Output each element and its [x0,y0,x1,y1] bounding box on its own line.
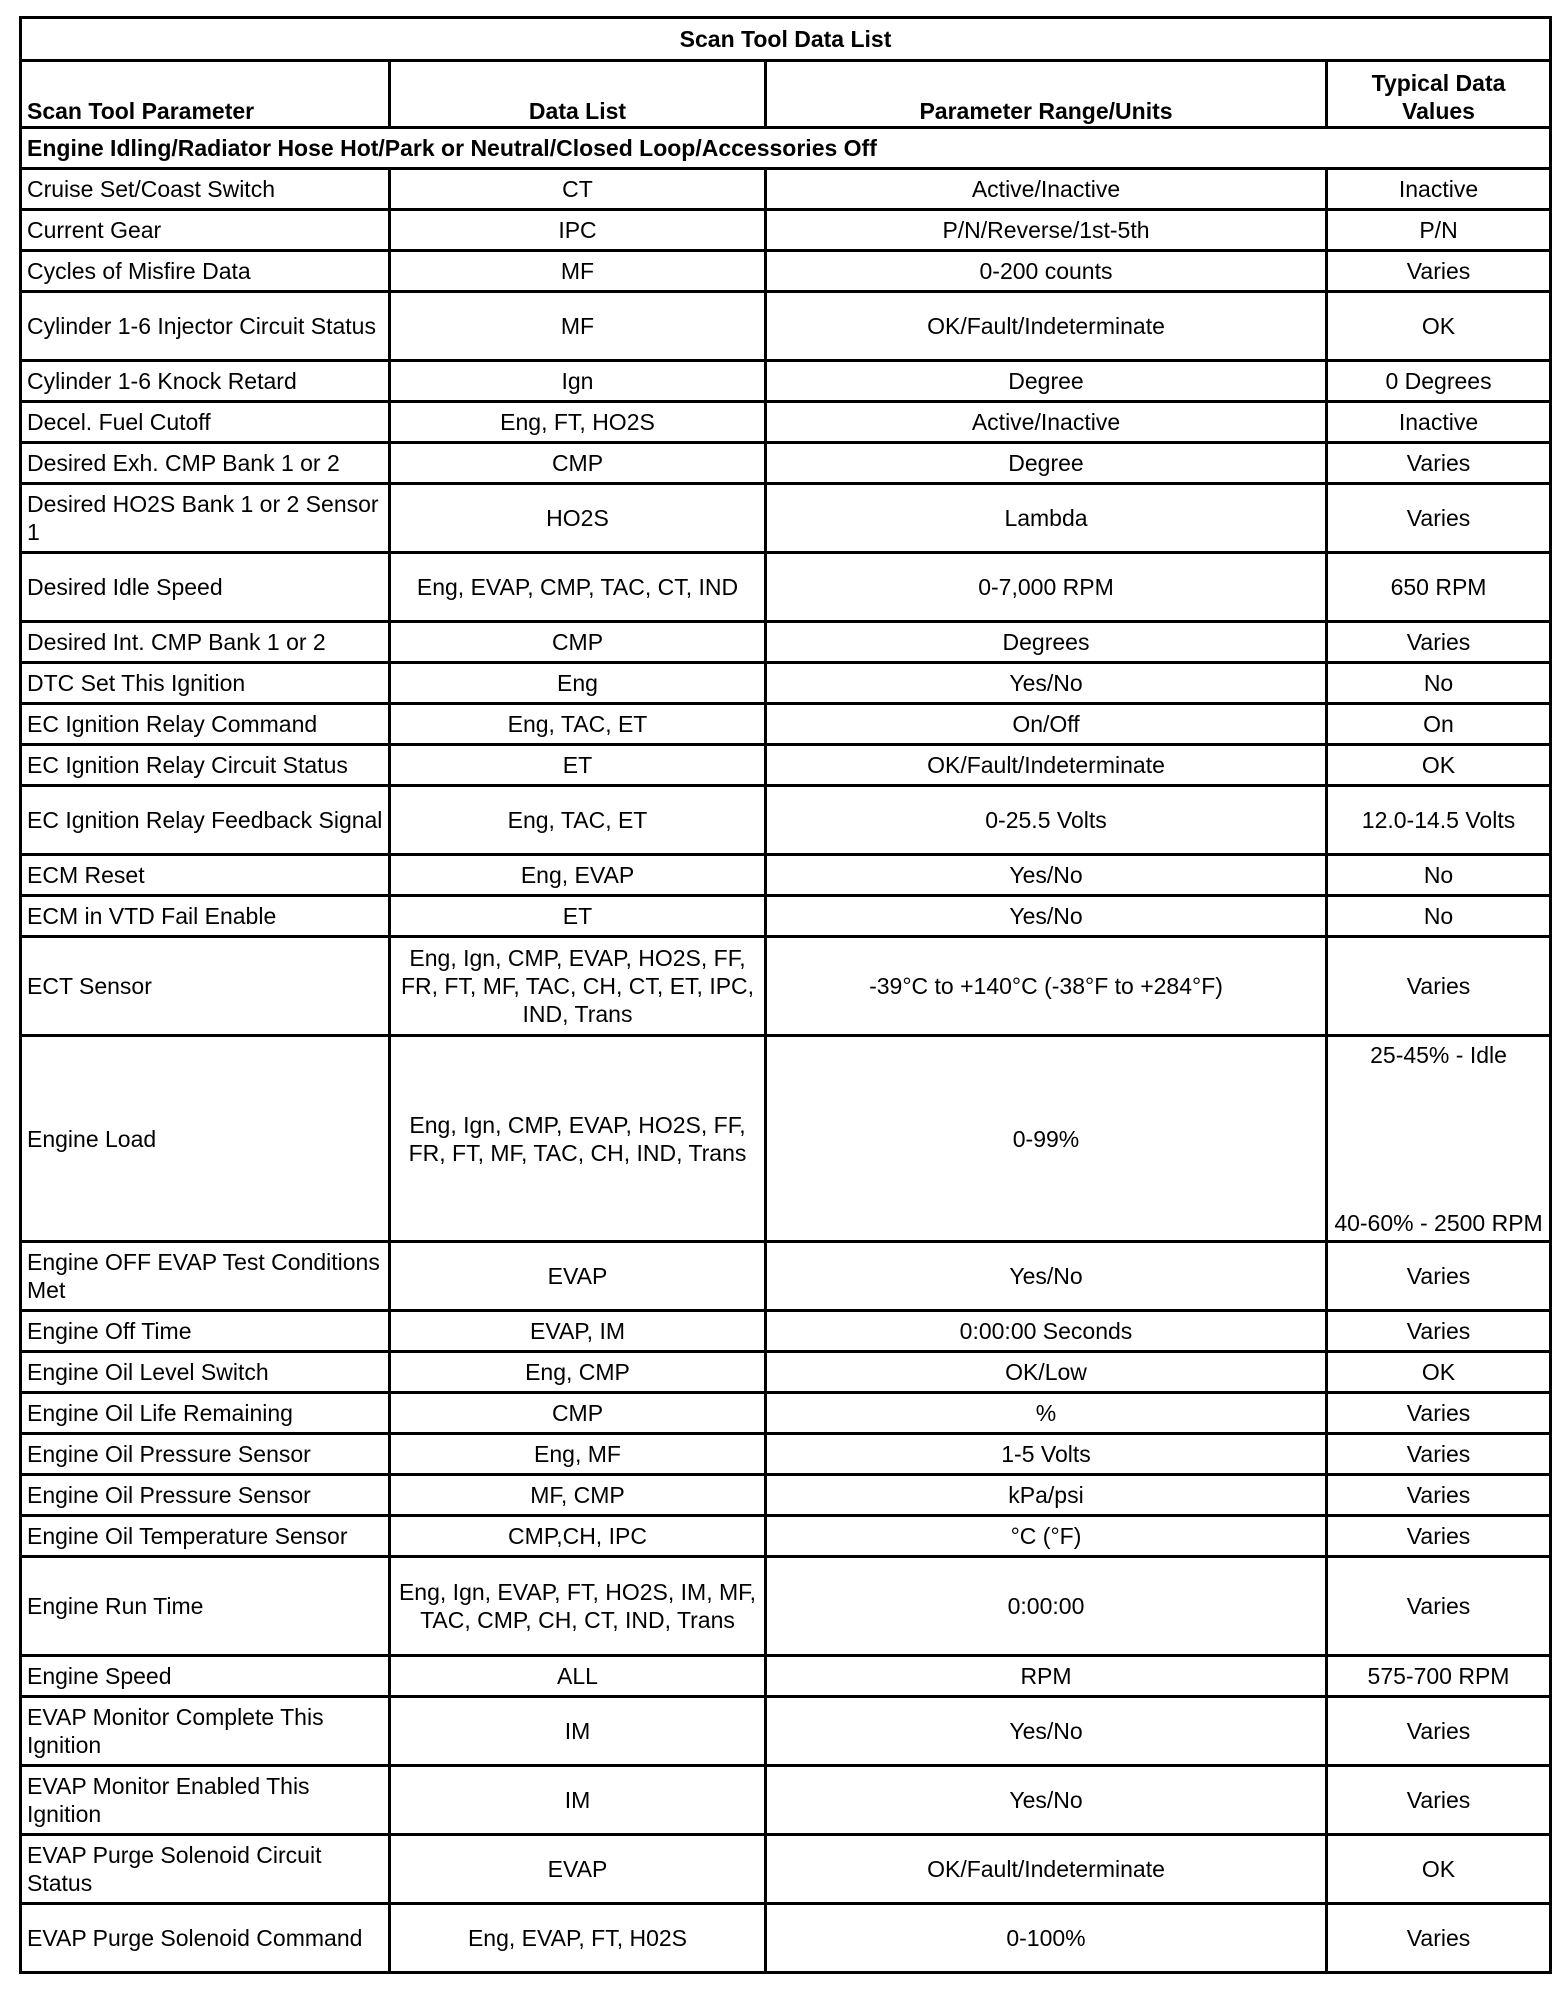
table-row [21,704,1551,745]
range-cell: 0:00:00 [766,1557,1327,1656]
parameter-cell: Engine OFF EVAP Test Conditions Met [21,1242,390,1311]
typical-cell: Varies [1327,1311,1551,1352]
header-typical-values: Typical Data Values [1327,61,1551,128]
table-row [21,169,1551,210]
parameter-cell: Engine Oil Pressure Sensor [21,1475,390,1516]
parameter-cell: EC Ignition Relay Command [21,704,390,745]
range-cell: Active/Inactive [766,402,1327,443]
typical-cell: 0 Degrees [1327,361,1551,402]
range-cell: kPa/psi [766,1475,1327,1516]
range-cell: RPM [766,1656,1327,1697]
data-list-cell: IPC [390,210,766,251]
typical-cell: Varies [1327,443,1551,484]
data-list-cell: Eng, MF [390,1434,766,1475]
table-title: Scan Tool Data List [21,18,1551,61]
range-cell: % [766,1393,1327,1434]
parameter-cell: EC Ignition Relay Circuit Status [21,745,390,786]
scan-tool-data-table [19,16,1552,1974]
header-range-units: Parameter Range/Units [766,61,1327,128]
data-list-cell: Ign [390,361,766,402]
table-row [21,1835,1551,1904]
data-list-cell: IM [390,1766,766,1835]
data-list-cell: CMP [390,443,766,484]
condition-row [21,128,1551,169]
data-list-cell: Eng, EVAP, FT, H02S [390,1904,766,1973]
parameter-cell: Decel. Fuel Cutoff [21,402,390,443]
typical-cell: Varies [1327,1904,1551,1973]
data-list-cell: Eng, EVAP, CMP, TAC, CT, IND [390,553,766,622]
typical-cell: Varies [1327,1697,1551,1766]
parameter-cell: Engine Oil Level Switch [21,1352,390,1393]
parameter-cell: EVAP Monitor Enabled This Ignition [21,1766,390,1835]
header-parameter: Scan Tool Parameter [21,61,390,128]
parameter-cell: ECM in VTD Fail Enable [21,896,390,937]
parameter-cell: EVAP Purge Solenoid Circuit Status [21,1835,390,1904]
table-row [21,1557,1551,1656]
data-list-cell: Eng [390,663,766,704]
table-row [21,251,1551,292]
data-list-cell: HO2S [390,484,766,553]
data-list-cell: ET [390,896,766,937]
typical-cell: Varies [1327,484,1551,553]
data-list-cell: MF, CMP [390,1475,766,1516]
range-cell: 0-25.5 Volts [766,786,1327,855]
operating-condition: Engine Idling/Radiator Hose Hot/Park or Neutral/Closed Loop/Accessories Off [21,128,1551,169]
typical-cell: Varies [1327,1516,1551,1557]
range-cell: Degrees [766,622,1327,663]
parameter-cell: Engine Run Time [21,1557,390,1656]
typical-cell: Inactive [1327,169,1551,210]
typical-cell: 650 RPM [1327,553,1551,622]
range-cell: 0-200 counts [766,251,1327,292]
parameter-cell: Cylinder 1-6 Injector Circuit Status [21,292,390,361]
typical-cell: OK [1327,1352,1551,1393]
range-cell: Degree [766,443,1327,484]
parameter-cell: Current Gear [21,210,390,251]
data-list-cell: CT [390,169,766,210]
data-list-cell: CMP [390,622,766,663]
parameter-cell: DTC Set This Ignition [21,663,390,704]
typical-cell: OK [1327,292,1551,361]
range-cell: Yes/No [766,1242,1327,1311]
parameter-cell: Engine Off Time [21,1311,390,1352]
parameter-cell: EVAP Purge Solenoid Command [21,1904,390,1973]
range-cell: 0-7,000 RPM [766,553,1327,622]
table-row [21,896,1551,937]
parameter-cell: ECT Sensor [21,937,390,1036]
typical-cell: Varies [1327,1766,1551,1835]
typical-cell: No [1327,663,1551,704]
range-cell: Yes/No [766,896,1327,937]
parameter-cell: Desired HO2S Bank 1 or 2 Sensor 1 [21,484,390,553]
parameter-cell: Desired Exh. CMP Bank 1 or 2 [21,443,390,484]
table-row [21,443,1551,484]
table-row [21,1516,1551,1557]
parameter-cell: Engine Oil Temperature Sensor [21,1516,390,1557]
table-row [21,1311,1551,1352]
table-row [21,855,1551,896]
data-list-cell: CMP [390,1393,766,1434]
table-row [21,1766,1551,1835]
typical-cell: Varies [1327,1475,1551,1516]
range-cell: On/Off [766,704,1327,745]
range-cell: OK/Low [766,1352,1327,1393]
table-row [21,1475,1551,1516]
data-list-cell: CMP,CH, IPC [390,1516,766,1557]
range-cell: Yes/No [766,1697,1327,1766]
typical-cell: Varies [1327,1434,1551,1475]
header-row [21,61,1551,128]
data-list-cell: ALL [390,1656,766,1697]
header-data-list: Data List [390,61,766,128]
typical-cell: Varies [1327,622,1551,663]
table-row [21,402,1551,443]
typical-cell: On [1327,704,1551,745]
range-cell: Degree [766,361,1327,402]
typical-cell: OK [1327,1835,1551,1904]
typical-cell: Varies [1327,937,1551,1036]
parameter-cell: Engine Load [21,1036,390,1242]
typical-2500-value: 40-60% - 2500 RPM [1334,1209,1543,1236]
table-row [21,786,1551,855]
typical-cell: OK [1327,745,1551,786]
table-row [21,1352,1551,1393]
typical-cell: 12.0-14.5 Volts [1327,786,1551,855]
typical-cell: Varies [1327,1393,1551,1434]
range-cell: 1-5 Volts [766,1434,1327,1475]
data-list-cell: EVAP, IM [390,1311,766,1352]
table-row [21,1434,1551,1475]
data-list-cell: Eng, EVAP [390,855,766,896]
range-cell: Yes/No [766,663,1327,704]
table-row [21,361,1551,402]
data-list-cell: Eng, TAC, ET [390,786,766,855]
table-row [21,292,1551,361]
range-cell: OK/Fault/Indeterminate [766,1835,1327,1904]
table-row [21,553,1551,622]
parameter-cell: Desired Int. CMP Bank 1 or 2 [21,622,390,663]
table-row [21,1393,1551,1434]
typical-cell: Inactive [1327,402,1551,443]
data-list-cell: EVAP [390,1835,766,1904]
data-list-cell: Eng, Ign, EVAP, FT, HO2S, IM, MF, TAC, CMP, CH, CT, IND, Trans [390,1557,766,1656]
parameter-cell: Engine Oil Life Remaining [21,1393,390,1434]
range-cell: °C (°F) [766,1516,1327,1557]
typical-cell: No [1327,855,1551,896]
range-cell: Yes/No [766,1766,1327,1835]
range-cell: 0-100% [766,1904,1327,1973]
parameter-cell: Engine Oil Pressure Sensor [21,1434,390,1475]
typical-cell: Varies [1327,1557,1551,1656]
typical-cell [1327,1036,1551,1242]
data-list-cell: ET [390,745,766,786]
range-cell: -39°C to +140°C (-38°F to +284°F) [766,937,1327,1036]
range-cell: 0-99% [766,1036,1327,1242]
data-list-cell: Eng, Ign, CMP, EVAP, HO2S, FF, FR, FT, MF, TAC, CH, CT, ET, IPC, IND, Trans [390,937,766,1036]
range-cell: OK/Fault/Indeterminate [766,292,1327,361]
typical-cell: No [1327,896,1551,937]
parameter-cell: Cylinder 1-6 Knock Retard [21,361,390,402]
table-row [21,745,1551,786]
data-list-cell: Eng, FT, HO2S [390,402,766,443]
typical-idle-value: 25-45% - Idle [1370,1041,1507,1068]
range-cell: 0:00:00 Seconds [766,1311,1327,1352]
engine-load-typical-values [1333,1041,1544,1237]
table-row [21,1697,1551,1766]
table-row [21,1242,1551,1311]
table-row [21,1904,1551,1973]
data-list-cell: MF [390,251,766,292]
range-cell: P/N/Reverse/1st-5th [766,210,1327,251]
parameter-cell: Engine Speed [21,1656,390,1697]
range-cell: Active/Inactive [766,169,1327,210]
table-row [21,1656,1551,1697]
data-list-cell: IM [390,1697,766,1766]
data-list-cell: MF [390,292,766,361]
data-list-cell: Eng, TAC, ET [390,704,766,745]
table-row [21,1036,1551,1242]
typical-cell: 575-700 RPM [1327,1656,1551,1697]
typical-cell: P/N [1327,210,1551,251]
title-row [21,18,1551,61]
data-list-cell: Eng, Ign, CMP, EVAP, HO2S, FF, FR, FT, MF, TAC, CH, IND, Trans [390,1036,766,1242]
parameter-cell: Cruise Set/Coast Switch [21,169,390,210]
parameter-cell: Cycles of Misfire Data [21,251,390,292]
table-row [21,622,1551,663]
range-cell: OK/Fault/Indeterminate [766,745,1327,786]
range-cell: Lambda [766,484,1327,553]
data-list-cell: Eng, CMP [390,1352,766,1393]
parameter-cell: Desired Idle Speed [21,553,390,622]
table-row [21,210,1551,251]
typical-cell: Varies [1327,251,1551,292]
range-cell: Yes/No [766,855,1327,896]
data-list-cell: EVAP [390,1242,766,1311]
parameter-cell: EC Ignition Relay Feedback Signal [21,786,390,855]
typical-cell: Varies [1327,1242,1551,1311]
table-row [21,484,1551,553]
parameter-cell: EVAP Monitor Complete This Ignition [21,1697,390,1766]
parameter-cell: ECM Reset [21,855,390,896]
table-row [21,937,1551,1036]
table-row [21,663,1551,704]
